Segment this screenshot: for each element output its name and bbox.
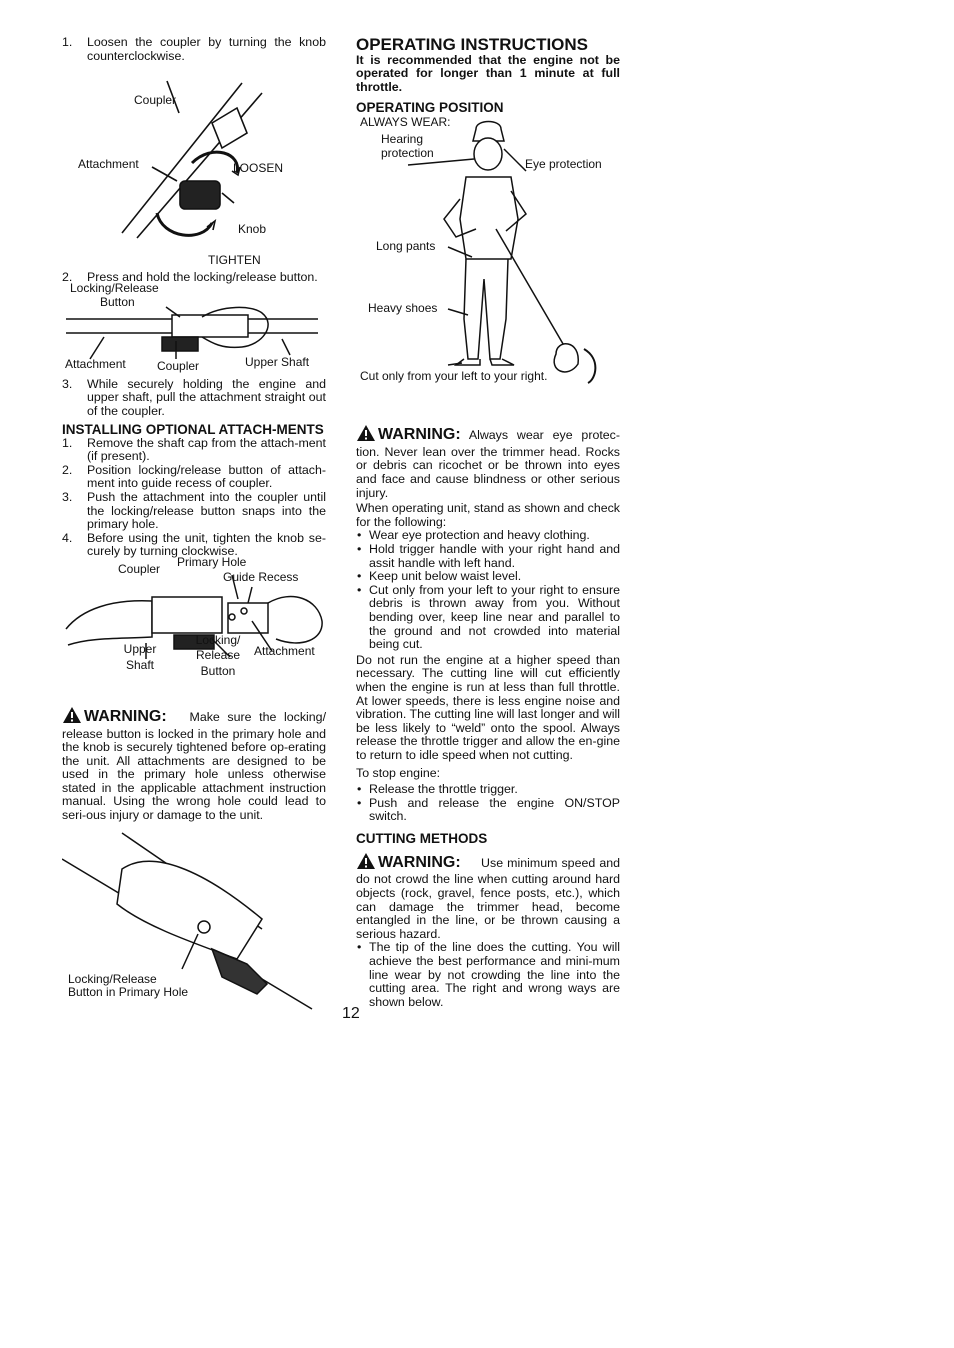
protection-label: protection: [381, 146, 434, 161]
primary-hole-figure: [62, 829, 326, 1017]
check-item-3: • Keep unit below waist level.: [357, 569, 522, 584]
operating-position-heading: OPERATING POSITION: [356, 100, 504, 116]
install-step-4: 4. Before using the unit, tighten the knob se-curely by turning clockwise.: [62, 530, 326, 559]
stop-engine-steps: [356, 783, 620, 824]
warning-title-3: WARNING:: [378, 853, 461, 871]
warning-icon: [62, 706, 82, 728]
warning-text-2: Always wear eye protec-tion. Never lean over the trimmer head. Rocks or debris can ricochet or be thrown into eyes and face and cause blindness or other serious injury.: [356, 428, 620, 500]
upper-shaft-label: Upper Shaft: [245, 354, 310, 369]
primary-hole-line2: Button in Primary Hole: [68, 984, 189, 999]
coupler-label-3: Coupler: [118, 561, 161, 576]
heavy-shoes-label: Heavy shoes: [368, 301, 438, 316]
locking-release-label: Locking/Release: [70, 280, 159, 295]
check-item-1: • Wear eye protection and heavy clothing.: [357, 528, 590, 543]
attachment-label-2: Attachment: [65, 356, 126, 371]
stop-engine-label: To stop engine:: [356, 766, 441, 781]
coupler-label-2: Coupler: [157, 358, 200, 373]
button-label-3: Button: [200, 663, 236, 678]
attachment-label: Attachment: [78, 157, 139, 172]
install-step-3: 3. Push the attachment into the coupler until the locking/release button snaps into the primary hole.: [62, 489, 326, 532]
upper-label: Upper: [123, 641, 157, 656]
right-warning-2: [356, 852, 620, 942]
warning-text: Make sure the locking/ release button is locked in the primary hole and the knob is securely tightened before op-erating the unit. All attachments are designed to be used in the primary hole unless otherwise stated in the applicable attachment instruction manual. Using the wrong hole could lead to seri-ous injury or damage to the unit.: [62, 709, 327, 823]
warning-title: WARNING:: [84, 707, 167, 725]
cutting-tips: [356, 941, 620, 1009]
install-figure: [62, 554, 326, 694]
operating-checklist: [356, 529, 620, 651]
attachment-label-3: Attachment: [254, 643, 315, 658]
coupler-loosen-illustration: [62, 63, 326, 243]
locking-label: Locking/: [195, 632, 241, 647]
stop-step-1: • Release the throttle trigger.: [357, 782, 518, 797]
operating-instructions-heading: OPERATING INSTRUCTIONS: [356, 35, 589, 54]
install-steps: [62, 437, 326, 559]
left-warning: [62, 706, 326, 823]
warning-icon-3: [356, 852, 376, 874]
warning-icon-2: [356, 424, 376, 446]
operating-position-figure: [356, 115, 620, 409]
step-1: 1. Loosen the coupler by turning the knob counterclockwise.: [62, 35, 326, 63]
cut-direction-label: Cut only from your left to your right.: [360, 369, 548, 384]
tighten-label: TIGHTEN: [208, 253, 261, 268]
tip-item: • The tip of the line does the cutting. You will achieve the best performance and mini-mum line wear by not crowding the line into the cutting area. The right and wrong ways are shown below.: [357, 940, 620, 1009]
step-3: 3. While securely holding the engine and upper shaft, pull the attachment straight out of the coupler.: [62, 376, 326, 418]
warning-text-3: Use minimum speed and do not crowd the line when cutting around hard objects (rock, gravel, fence posts, etc.), which can damage the trimmer head, become entangled in the line, or be thrown causing a serious hazard.: [356, 855, 620, 941]
cutting-methods-heading: CUTTING METHODS: [356, 830, 488, 846]
loosen-label: LOOSEN: [233, 161, 284, 176]
stop-step-2: • Push and release the engine ON/STOP switch.: [357, 795, 620, 824]
left-column: [62, 36, 326, 1017]
shaft-label: Shaft: [125, 657, 155, 672]
recommend-text: It is recommended that the engine not be operated for longer than 1 minute at full throttle.: [356, 53, 620, 94]
guide-recess-label: Guide Recess: [223, 569, 299, 584]
page-number: 12: [342, 1005, 360, 1022]
always-wear-label: ALWAYS WEAR:: [360, 115, 451, 130]
coupler-label: Coupler: [134, 93, 177, 108]
install-step-2: 2. Position locking/release button of attach-ment into guide recess of coupler.: [62, 462, 326, 491]
install-step-1: 1. Remove the shaft cap from the attach-ment (if present).: [62, 435, 326, 464]
long-pants-label: Long pants: [376, 239, 436, 254]
step-2: 2. Press and hold the locking/release button.: [62, 270, 318, 285]
release-label: Release: [195, 647, 241, 662]
stand-text: When operating unit, stand as shown and check for the following:: [356, 501, 620, 529]
remove-steps-3: [62, 378, 326, 419]
check-item-4: • Cut only from your left to your right to ensure debris is thrown away from you. Without bending over, keep line near and parallel to the ground and not crowded into material being cut.: [357, 582, 620, 652]
speed-text: Do not run the engine at a higher speed than necessary. The cutting line will cut efficiently when the engine is run at less than full throttle. At lower speeds, there is less engine noise and vibration. The cutting line will last longer and will be less likely to “weld” onto the spool. Always release the throttle trigger and allow the en-gine to return to idle speed when not cutting.: [356, 652, 620, 762]
install-heading: INSTALLING OPTIONAL ATTACH-MENTS: [62, 421, 324, 437]
right-column: [356, 36, 620, 1009]
eye-protection-label: Eye protection: [525, 157, 602, 172]
primary-hole-label: Primary Hole: [177, 554, 247, 569]
right-warning-1: [356, 424, 620, 500]
warning-title-2: WARNING:: [378, 426, 461, 444]
remove-steps-1: [62, 36, 326, 63]
check-item-2: • Hold trigger handle with your right hand and assit handle with left hand.: [357, 541, 620, 570]
coupler-loosen-figure: [62, 63, 326, 268]
button-label: Button: [100, 294, 135, 309]
primary-hole-line1: Locking/Release: [68, 971, 157, 986]
hearing-label: Hearing: [381, 132, 424, 147]
locking-button-figure: [62, 280, 326, 377]
knob-label: Knob: [238, 222, 267, 237]
